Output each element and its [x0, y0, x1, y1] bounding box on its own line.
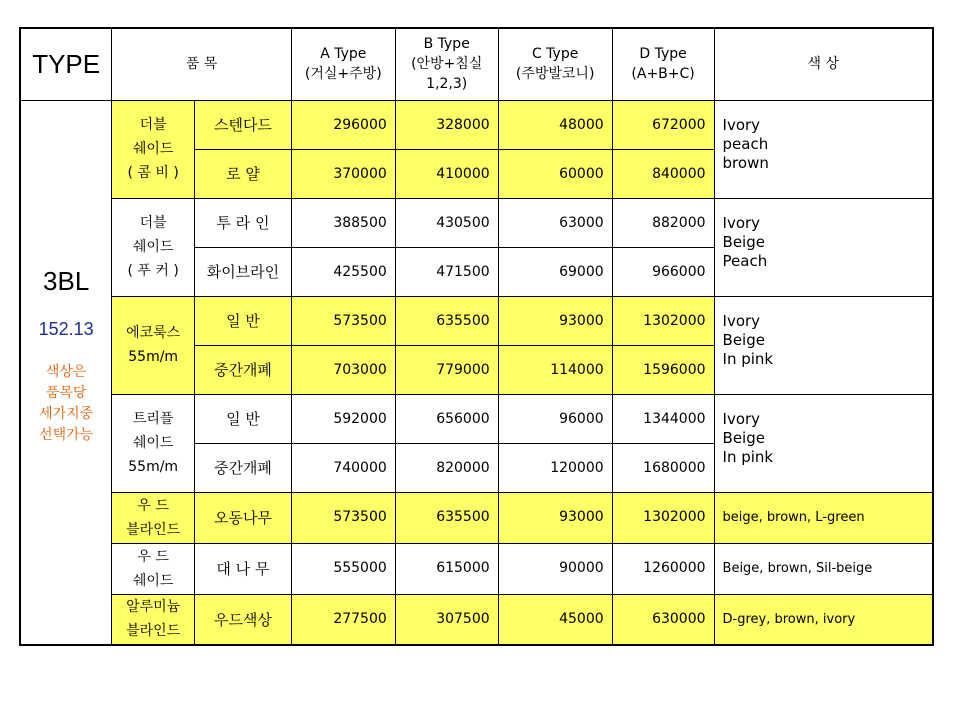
- category-line: 트리플: [132, 411, 174, 427]
- price-d: 966000: [612, 247, 714, 296]
- category-line: 더블: [139, 215, 167, 231]
- table-row: [20, 594, 933, 645]
- price-a: 388500: [291, 198, 395, 247]
- category-line: 쉐이드: [132, 435, 174, 451]
- product-name: 오동나무: [195, 492, 292, 543]
- d-type-header: D Type (A+B+C): [612, 28, 714, 100]
- category-cell: [112, 492, 195, 543]
- note-line: 세가지중: [39, 405, 94, 422]
- note-line: 색상은: [45, 363, 87, 380]
- price-a: 573500: [291, 492, 395, 543]
- price-a: 740000: [291, 443, 395, 492]
- item-header: 품 목: [112, 28, 292, 100]
- color-options: D-grey, brown, ivory: [714, 594, 933, 645]
- area-value: 152.13: [38, 318, 94, 339]
- price-a: 296000: [291, 100, 395, 149]
- price-a: 277500: [291, 594, 395, 645]
- type-header: TYPE: [20, 28, 112, 100]
- color-option: Ivory: [722, 213, 761, 232]
- category-line: 쉐이드: [132, 572, 174, 589]
- price-b: 615000: [395, 543, 498, 594]
- color-option: Ivory: [722, 311, 761, 330]
- price-d: 672000: [612, 100, 714, 149]
- type-summary-cell: [20, 100, 112, 645]
- category-line: 블라인드: [126, 623, 181, 640]
- color-option: Peach: [722, 251, 768, 270]
- color-option: Beige: [722, 428, 765, 447]
- color-option: Beige: [722, 330, 765, 349]
- price-c: 69000: [498, 247, 612, 296]
- price-d: 1680000: [612, 443, 714, 492]
- product-name: 화이브라인: [195, 247, 292, 296]
- color-option: brown: [722, 153, 769, 172]
- price-b: 430500: [395, 198, 498, 247]
- price-table: [19, 27, 934, 646]
- b-type-header: B Type (안방+침실 1,2,3): [395, 28, 498, 100]
- price-c: 114000: [498, 345, 612, 394]
- color-note: [21, 362, 111, 446]
- table-row: [20, 100, 933, 149]
- price-b: 471500: [395, 247, 498, 296]
- category-line: 쉐이드: [132, 141, 174, 157]
- header-row: [20, 28, 933, 100]
- price-b: 779000: [395, 345, 498, 394]
- product-name: 우드색상: [195, 594, 292, 645]
- color-options: beige, brown, L-green: [714, 492, 933, 543]
- price-a: 703000: [291, 345, 395, 394]
- price-c: 96000: [498, 394, 612, 443]
- note-line: 품목당: [45, 384, 87, 401]
- price-d: 630000: [612, 594, 714, 645]
- product-name: 중간개폐: [195, 345, 292, 394]
- category-line: 쉐이드: [132, 239, 174, 255]
- category-line: 에코룩스: [126, 325, 181, 341]
- category-cell: [112, 296, 195, 394]
- color-options: [714, 198, 933, 296]
- price-d: 1302000: [612, 296, 714, 345]
- price-a: 573500: [291, 296, 395, 345]
- color-header: 색 상: [714, 28, 933, 100]
- category-line: 더블: [139, 117, 167, 133]
- product-name: 일 반: [195, 394, 292, 443]
- product-name: 일 반: [195, 296, 292, 345]
- price-d: 882000: [612, 198, 714, 247]
- color-option: Ivory: [722, 409, 761, 428]
- price-a: 555000: [291, 543, 395, 594]
- note-line: 선택가능: [39, 426, 94, 443]
- price-c: 93000: [498, 296, 612, 345]
- color-options: [714, 394, 933, 492]
- price-b: 307500: [395, 594, 498, 645]
- color-options: [714, 100, 933, 198]
- product-name: 스텐다드: [195, 100, 292, 149]
- color-option: Ivory: [722, 115, 761, 134]
- table-row: [20, 198, 933, 247]
- category-cell: [112, 594, 195, 645]
- category-line: 우 드: [137, 497, 169, 514]
- price-c: 48000: [498, 100, 612, 149]
- price-c: 45000: [498, 594, 612, 645]
- category-line: 55m/m: [128, 349, 179, 365]
- a-type-header: A Type (거실+주방): [291, 28, 395, 100]
- category-line: ( 콤 비 ): [127, 165, 179, 181]
- price-c: 93000: [498, 492, 612, 543]
- price-c: 60000: [498, 149, 612, 198]
- table-row: [20, 492, 933, 543]
- price-a: 425500: [291, 247, 395, 296]
- category-cell: [112, 394, 195, 492]
- product-name: 대 나 무: [195, 543, 292, 594]
- price-a: 370000: [291, 149, 395, 198]
- price-d: 1302000: [612, 492, 714, 543]
- category-line: 블라인드: [126, 521, 181, 538]
- category-line: 55m/m: [128, 459, 179, 475]
- color-options: [714, 296, 933, 394]
- price-c: 63000: [498, 198, 612, 247]
- color-option: In pink: [722, 447, 774, 466]
- category-cell: [112, 100, 195, 198]
- product-name: 로 얄: [195, 149, 292, 198]
- price-b: 820000: [395, 443, 498, 492]
- category-line: 우 드: [137, 548, 169, 565]
- category-cell: [112, 198, 195, 296]
- category-line: 알루미늄: [126, 599, 181, 616]
- color-option: In pink: [722, 349, 774, 368]
- category-line: ( 푸 커 ): [127, 263, 179, 279]
- price-b: 656000: [395, 394, 498, 443]
- price-c: 90000: [498, 543, 612, 594]
- product-name: 중간개폐: [195, 443, 292, 492]
- price-a: 592000: [291, 394, 395, 443]
- price-d: 1260000: [612, 543, 714, 594]
- color-options: Beige, brown, Sil-beige: [714, 543, 933, 594]
- price-d: 840000: [612, 149, 714, 198]
- price-d: 1344000: [612, 394, 714, 443]
- price-d: 1596000: [612, 345, 714, 394]
- c-type-header: C Type (주방발코니): [498, 28, 612, 100]
- price-b: 328000: [395, 100, 498, 149]
- color-option: Beige: [722, 232, 765, 251]
- price-b: 635500: [395, 492, 498, 543]
- price-b: 635500: [395, 296, 498, 345]
- price-c: 120000: [498, 443, 612, 492]
- product-name: 투 라 인: [195, 198, 292, 247]
- table-row: [20, 543, 933, 594]
- table-row: [20, 296, 933, 345]
- table-row: [20, 394, 933, 443]
- price-b: 410000: [395, 149, 498, 198]
- category-cell: [112, 543, 195, 594]
- type-code: 3BL: [43, 265, 90, 296]
- color-option: peach: [722, 134, 769, 153]
